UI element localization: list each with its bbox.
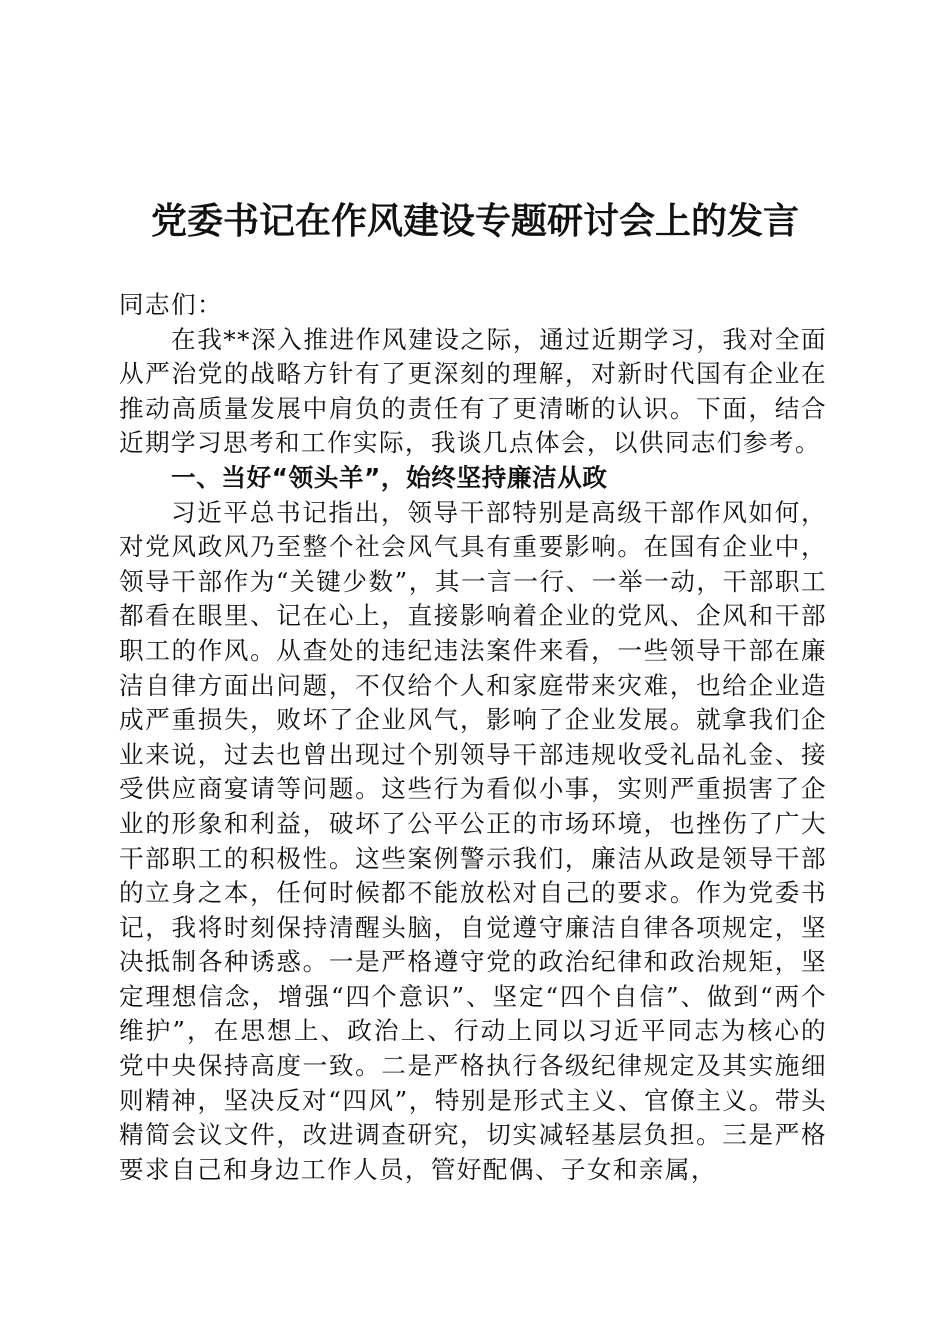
document-title: 党委书记在作风建设专题研讨会上的发言 [150,200,799,242]
section-heading-1: 一、当好“领头羊”，始终坚持廉洁从政 [171,462,608,492]
salutation: 同志们： [119,290,223,319]
section-1-paragraph: 习近平总书记指出，领导干部特别是高级干部作风如何，对党风政风乃至整个社会风气具有重要影响。在国有企业中，领导干部作为“关键少数”，其一言一行、一举一动，干部职工都看在眼里、记在心上，直接影响着企业的党风、企风和干部职工的作风。从查处的违纪违法案件来看，一些领导干部在廉洁自律方面出问题，不仅给个人和家庭带来灾难，也给企业造成严重损失，败坏了企业风气，影响了企业发展。就拿我们企业来说，过去也曾出现过个别领导干部违规收受礼品礼金、接受供应商宴请等问题。这些行为看似小事，实则严重损害了企业的形象和利益，破坏了公平公正的市场环境，也挫伤了广大干部职工的积极性。这些案例警示我们，廉洁从政是领导干部的立身之本，任何时候都不能放松对自己的要求。作为党委书记，我将时刻保持清醒头脑，自觉遵守廉洁自律各项规定，坚决抵制各种诱惑。一是严格遵守党的政治纪律和政治规矩，坚定理想信念，增强“四个意识”、坚定“四个自信”、做到“两个维护”，在思想上、政治上、行动上同以习近平同志为核心的党中央保持高度一致。二是严格执行各级纪律规定及其实施细则精神，坚决反对“四风”，特别是形式主义、官僚主义。带头精简会议文件，改进调查研究，切实减轻基层负担。三是严格要求自己和身边工作人员，管好配偶、子女和亲属， [119,497,827,1184]
intro-paragraph: 在我**深入推进作风建设之际，通过近期学习，我对全面从严治党的战略方针有了更深刻的理解，对新时代国有企业在推动高质量发展中肩负的责任有了更清晰的认识。下面，结合近期学习思考和工作实际，我谈几点体会，以供同志们参考。 [119,324,827,458]
document-body [119,288,827,1187]
